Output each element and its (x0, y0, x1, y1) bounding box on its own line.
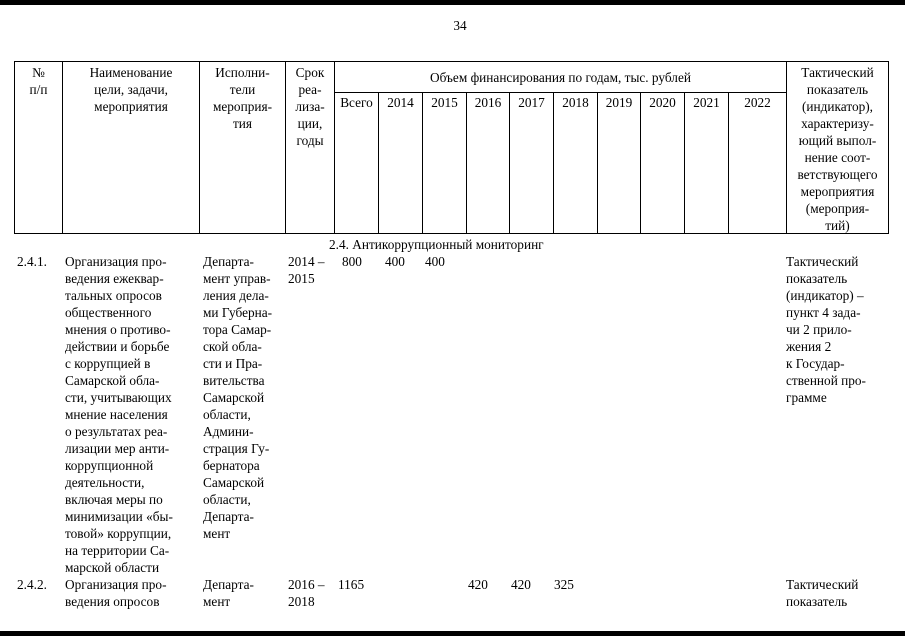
header-term-line: годы (296, 133, 324, 148)
header-term-line: Срок (295, 65, 325, 80)
header-indicator-line: (мероприя- (805, 201, 870, 216)
header-term (286, 64, 334, 149)
header-name-line: мероприятия (94, 99, 168, 114)
header-executor-line: тели (229, 82, 256, 97)
row-indicator-line: грамме (786, 390, 827, 405)
row-indicator-line: показатель (786, 271, 848, 286)
row-executor-line: страция Гу- (203, 441, 270, 456)
row-name-line: с коррупцией в (65, 356, 151, 371)
header-indicator-line: мероприятия (800, 184, 875, 199)
row-indicator-line: ственной про- (786, 373, 866, 388)
row-total: 800 (342, 254, 362, 269)
row-name-line: коррупционной (65, 458, 154, 473)
header-num-line: п/п (29, 82, 48, 97)
header-indicator (787, 64, 888, 234)
row-name-line: Организация про- (65, 254, 167, 269)
row-executor-line: ления дела- (203, 288, 269, 303)
header-executor-line: Исполни- (215, 65, 270, 80)
header-year-2022: 2022 (744, 95, 771, 110)
row-executor (203, 576, 254, 610)
header-num (15, 64, 62, 98)
row-executor-line: мент (203, 526, 231, 541)
row-value-2017: 420 (511, 577, 531, 592)
row-name-line: на территории Са- (65, 543, 170, 558)
row-indicator-line: жения 2 (786, 339, 832, 354)
row-name-line: минимизации «бы- (65, 509, 173, 524)
row-name-line: деятельности, (65, 475, 145, 490)
row-executor-line: области, (203, 492, 251, 507)
header-executor-line: тия (232, 116, 253, 131)
header-executor (200, 64, 285, 132)
header-year-2019: 2019 (605, 95, 633, 110)
row-executor-line: Самарской (203, 475, 265, 490)
row-indicator (786, 576, 858, 610)
header-indicator-line: тий) (825, 218, 850, 233)
page-number: 34 (453, 18, 467, 33)
row-indicator-line: (индикатор) – (786, 288, 864, 303)
row-executor (203, 253, 272, 542)
row-term-line: 2018 (288, 594, 315, 609)
header-name-line: Наименование (89, 65, 173, 80)
top-border-rule (0, 0, 905, 5)
row-indicator-line: Тактический (786, 254, 859, 269)
row-executor-line: вительства (203, 373, 265, 388)
row-executor-line: сти и Пра- (203, 356, 263, 371)
row-indicator-line: Тактический (786, 577, 859, 592)
header-indicator-line: ющий выпол- (798, 133, 877, 148)
row-name-line: ведения ежеквар- (65, 271, 164, 286)
row-name-line: мнение населения (65, 407, 168, 422)
row-value-2018: 325 (554, 577, 574, 592)
header-indicator-line: характеризу- (801, 116, 874, 131)
row-indicator-line: чи 2 прило- (786, 322, 852, 337)
header-total: Всего (340, 95, 373, 110)
row-executor-line: тора Самар- (203, 322, 272, 337)
row-name-line: Самарской обла- (65, 373, 160, 388)
row-name-line: марской области (65, 560, 160, 575)
header-funding-title: Объем финансирования по годам, тыс. рублей (430, 70, 691, 85)
bottom-border-rule (0, 631, 905, 636)
header-indicator-line: Тактический (801, 65, 874, 80)
header-name (63, 64, 199, 115)
header-name-line: цели, задачи, (94, 82, 168, 97)
header-year-2020: 2020 (649, 95, 676, 110)
row-term-line: 2015 (288, 271, 315, 286)
row-name-line: товой» коррупции, (65, 526, 172, 541)
header-year-2015: 2015 (431, 95, 458, 110)
row-indicator-line: пункт 4 зада- (786, 305, 861, 320)
row-indicator-line: к Государ- (786, 356, 845, 371)
row-executor-line: бернатора (203, 458, 260, 473)
row-executor-line: области, (203, 407, 251, 422)
row-name-line: Организация про- (65, 577, 167, 592)
header-num-line: № (32, 65, 45, 80)
row-name (65, 576, 167, 610)
row-total: 1165 (338, 577, 365, 592)
row-executor-line: мент (203, 594, 231, 609)
row-executor-line: Департа- (203, 254, 254, 269)
header-indicator-line: нение соот- (804, 150, 871, 165)
header-executor-line: мероприя- (212, 99, 273, 114)
row-executor-line: Самарской (203, 390, 265, 405)
section-title: 2.4. Антикоррупционный мониторинг (329, 237, 544, 252)
row-name-line: о результатах реа- (65, 424, 168, 439)
row-value-2016: 420 (468, 577, 488, 592)
row-value-2015: 400 (425, 254, 445, 269)
row-number: 2.4.1. (17, 254, 47, 269)
row-number: 2.4.2. (17, 577, 47, 592)
row-executor-line: Департа- (203, 509, 254, 524)
row-term-line: 2014 – (288, 254, 325, 269)
row-term (288, 253, 325, 287)
row-executor-line: мент управ- (203, 271, 271, 286)
row-name-line: включая меры по (65, 492, 163, 507)
row-indicator-line: показатель (786, 594, 848, 609)
header-year-2018: 2018 (562, 95, 589, 110)
header-term-line: реа- (298, 82, 322, 97)
header-term-line: ции, (297, 116, 323, 131)
row-name-line: сти, учитывающих (65, 390, 172, 405)
header-term-line: лиза- (295, 99, 325, 114)
row-term (288, 576, 325, 610)
row-executor-line: Админи- (203, 424, 254, 439)
row-executor-line: ской обла- (203, 339, 262, 354)
row-name-line: ведения опросов (65, 594, 160, 609)
row-name-line: действии и борьбе (65, 339, 170, 354)
row-name-line: лизации мер анти- (65, 441, 170, 456)
row-executor-line: ми Губерна- (203, 305, 273, 320)
header-indicator-line: (индикатор), (801, 99, 874, 114)
row-name-line: тальных опросов (65, 288, 162, 303)
row-name (65, 253, 173, 576)
row-term-line: 2016 – (288, 577, 325, 592)
row-indicator (786, 253, 866, 406)
row-value-2014: 400 (385, 254, 405, 269)
row-name-line: общественного (65, 305, 152, 320)
header-year-2014: 2014 (387, 95, 414, 110)
row-executor-line: Департа- (203, 577, 254, 592)
header-year-2021: 2021 (693, 95, 720, 110)
header-year-2017: 2017 (518, 95, 545, 110)
header-indicator-line: показатель (806, 82, 869, 97)
header-indicator-line: ветствующего (797, 167, 878, 182)
header-year-2016: 2016 (474, 95, 502, 110)
row-name-line: мнения о противо- (65, 322, 171, 337)
